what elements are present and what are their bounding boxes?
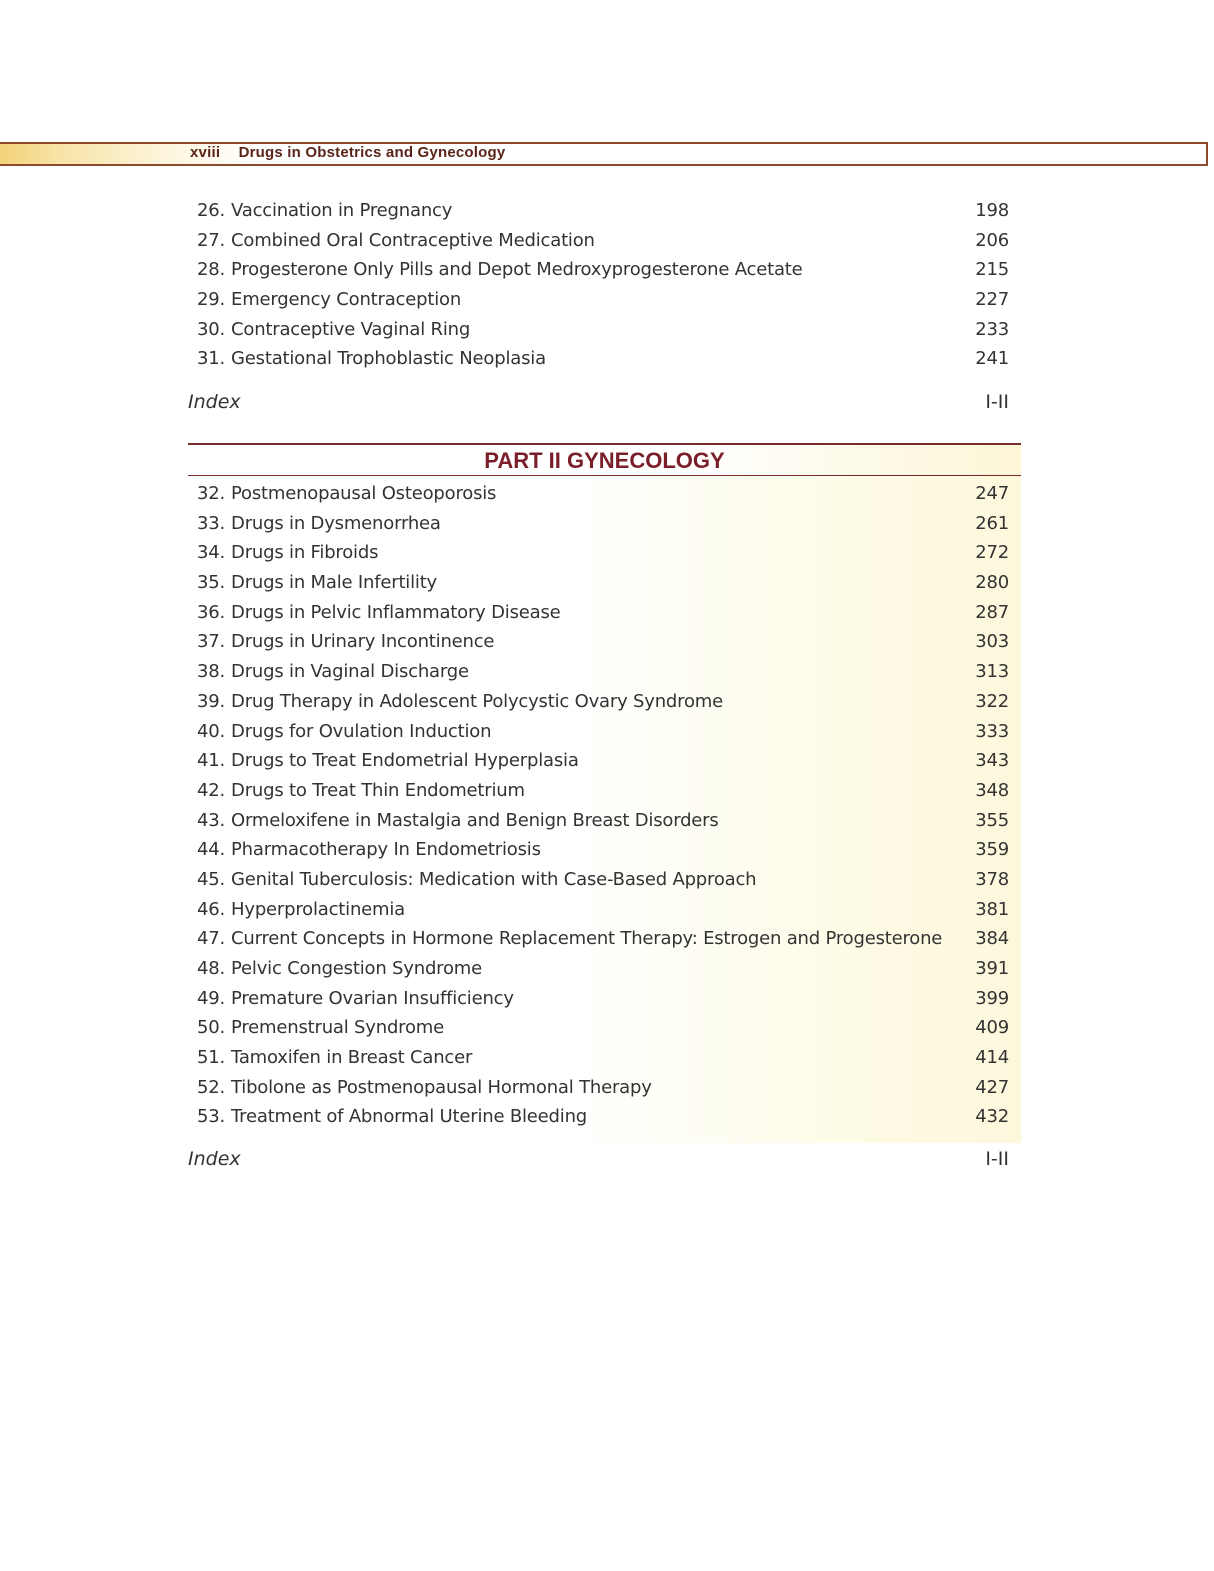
toc-entry-text	[197, 988, 514, 1009]
chapter-number: 26.	[197, 200, 226, 221]
toc-entry	[188, 285, 1021, 315]
chapter-number: 28.	[197, 259, 226, 281]
toc-entry-text	[197, 572, 437, 593]
index-entry-part1	[188, 391, 1021, 419]
chapter-number: 40.	[197, 720, 226, 742]
chapter-number: 42.	[197, 779, 226, 801]
chapter-page-number: 333	[975, 720, 1009, 742]
toc-entry	[188, 226, 1021, 256]
toc-entry-text	[197, 1077, 652, 1098]
chapter-title: Drugs in Fibroids	[231, 542, 379, 564]
part2-section	[188, 443, 1021, 1143]
chapter-title: Gestational Trophoblastic Neoplasia	[231, 348, 546, 370]
toc-entry	[188, 1013, 1021, 1043]
chapter-title: Current Concepts in Hormone Replacement Therapy: Estrogen and Progesterone	[231, 928, 943, 950]
chapter-page-number: 261	[975, 512, 1009, 534]
index-label: Index	[188, 1148, 241, 1170]
toc-entry-text	[197, 810, 719, 831]
toc-entry	[188, 776, 1021, 806]
toc-entry	[188, 954, 1021, 984]
index-label: Index	[188, 391, 241, 413]
toc-entry-text	[197, 631, 494, 652]
toc-entry	[188, 627, 1021, 657]
chapter-page-number: 280	[975, 572, 1009, 594]
chapter-page-number: 359	[975, 839, 1009, 861]
toc-entry	[188, 835, 1021, 865]
toc-entry	[188, 255, 1021, 285]
toc-entry-text	[197, 319, 470, 340]
chapter-page-number: 343	[975, 750, 1009, 772]
chapter-number: 35.	[197, 572, 226, 594]
chapter-number: 50.	[197, 1017, 226, 1039]
chapter-page-number: 303	[975, 631, 1009, 653]
toc-part2-list	[188, 479, 1021, 1132]
toc-entry-text	[197, 1017, 444, 1038]
part2-heading: PART II GYNECOLOGY	[484, 448, 725, 473]
chapter-title: Vaccination in Pregnancy	[231, 200, 453, 221]
running-head	[190, 143, 505, 163]
toc-entry	[188, 538, 1021, 568]
toc-entry	[188, 924, 1021, 954]
toc-entry-text	[197, 780, 525, 801]
toc-entry	[188, 1073, 1021, 1103]
chapter-number: 36.	[197, 601, 226, 623]
toc-entry	[188, 1102, 1021, 1132]
toc-entry	[188, 984, 1021, 1014]
chapter-title: Pharmacotherapy In Endometriosis	[231, 839, 541, 861]
chapter-title: Drugs in Vaginal Discharge	[231, 661, 469, 683]
chapter-number: 45.	[197, 868, 226, 890]
toc-entry-text	[197, 1047, 472, 1068]
chapter-title: Drugs to Treat Thin Endometrium	[231, 779, 525, 801]
chapter-title: Hyperprolactinemia	[231, 898, 405, 920]
chapter-page-number: 198	[975, 200, 1009, 221]
chapter-page-number: 272	[975, 542, 1009, 564]
chapter-title: Drugs to Treat Endometrial Hyperplasia	[231, 750, 579, 772]
chapter-number: 51.	[197, 1047, 226, 1069]
chapter-title: Premature Ovarian Insufficiency	[231, 987, 514, 1009]
chapter-title: Premenstrual Syndrome	[231, 1017, 445, 1039]
toc-entry-text	[197, 602, 561, 623]
chapter-page-number: 355	[975, 809, 1009, 831]
chapter-title: Genital Tuberculosis: Medication with Case-Based Approach	[231, 868, 757, 890]
toc-entry-text	[197, 839, 541, 860]
running-head-page-number: xviii	[190, 144, 221, 161]
part2-heading-band	[188, 445, 1021, 476]
toc-entry	[188, 1043, 1021, 1073]
chapter-page-number: 384	[975, 928, 1009, 950]
chapter-page-number: 206	[975, 229, 1009, 251]
chapter-title: Drugs in Pelvic Inflammatory Disease	[231, 601, 561, 623]
toc-entry-text	[197, 200, 452, 221]
index-entry-part2	[188, 1148, 1021, 1176]
chapter-page-number: 322	[975, 690, 1009, 712]
toc-entry-text	[197, 542, 378, 563]
toc-entry-text	[197, 928, 942, 949]
chapter-title: Emergency Contraception	[231, 289, 462, 311]
chapter-number: 37.	[197, 631, 226, 653]
toc-entry-text	[197, 691, 723, 712]
chapter-page-number: 247	[975, 483, 1009, 504]
chapter-number: 27.	[197, 229, 226, 251]
toc-entry	[188, 568, 1021, 598]
chapter-title: Contraceptive Vaginal Ring	[231, 318, 471, 340]
index-page: I-II	[985, 1148, 1009, 1170]
chapter-title: Drug Therapy in Adolescent Polycystic Ovary Syndrome	[231, 690, 723, 712]
chapter-title: Tamoxifen in Breast Cancer	[231, 1047, 473, 1069]
chapter-title: Combined Oral Contraceptive Medication	[231, 229, 595, 251]
chapter-title: Drugs for Ovulation Induction	[231, 720, 492, 742]
toc-entry	[188, 746, 1021, 776]
chapter-number: 31.	[197, 348, 226, 370]
chapter-title: Treatment of Abnormal Uterine Bleeding	[231, 1106, 588, 1128]
chapter-number: 46.	[197, 898, 226, 920]
chapter-page-number: 432	[975, 1106, 1009, 1128]
chapter-number: 43.	[197, 809, 226, 831]
chapter-title: Ormeloxifene in Mastalgia and Benign Breast Disorders	[231, 809, 719, 831]
running-head-book-title: Drugs in Obstetrics and Gynecology	[238, 144, 506, 161]
toc-entry-text	[197, 1106, 587, 1127]
toc-entry	[188, 479, 1021, 509]
chapter-number: 33.	[197, 512, 226, 534]
chapter-page-number: 313	[975, 661, 1009, 683]
chapter-page-number: 233	[975, 318, 1009, 340]
toc-entry-text	[197, 661, 469, 682]
chapter-number: 30.	[197, 318, 226, 340]
toc-entry	[188, 344, 1021, 374]
toc-entry	[188, 717, 1021, 747]
toc-entry	[188, 865, 1021, 895]
chapter-number: 29.	[197, 289, 226, 311]
chapter-number: 47.	[197, 928, 226, 950]
toc-entry	[188, 598, 1021, 628]
toc-entry	[188, 196, 1021, 226]
toc-entry-text	[197, 750, 579, 771]
chapter-page-number: 414	[975, 1047, 1009, 1069]
chapter-page-number: 215	[975, 259, 1009, 281]
chapter-number: 48.	[197, 958, 226, 979]
toc-entry	[188, 806, 1021, 836]
chapter-page-number: 241	[975, 348, 1009, 370]
toc-entry-text	[197, 899, 405, 920]
chapter-title: Drugs in Dysmenorrhea	[231, 512, 441, 534]
toc-entry-text	[197, 513, 441, 534]
chapter-page-number: 378	[975, 868, 1009, 890]
chapter-page-number: 427	[975, 1076, 1009, 1098]
chapter-title: Progesterone Only Pills and Depot Medroxyprogesterone Acetate	[231, 259, 803, 281]
toc-entry	[188, 315, 1021, 345]
toc-entry-text	[197, 259, 803, 280]
chapter-title: Drugs in Urinary Incontinence	[231, 631, 495, 653]
chapter-number: 32.	[197, 483, 226, 504]
toc-entry	[188, 895, 1021, 925]
running-head-bar	[0, 142, 1208, 166]
toc-entry-text	[197, 289, 461, 310]
index-page: I-II	[985, 391, 1009, 413]
chapter-number: 34.	[197, 542, 226, 564]
chapter-number: 38.	[197, 661, 226, 683]
chapter-title: Pelvic Congestion Syndrome	[231, 958, 482, 979]
chapter-number: 52.	[197, 1076, 226, 1098]
chapter-page-number: 381	[975, 898, 1009, 920]
toc-entry-text	[197, 721, 491, 742]
chapter-page-number: 287	[975, 601, 1009, 623]
toc-entry-text	[197, 483, 496, 504]
chapter-page-number: 227	[975, 289, 1009, 311]
chapter-page-number: 409	[975, 1017, 1009, 1039]
chapter-number: 53.	[197, 1106, 226, 1128]
chapter-title: Tibolone as Postmenopausal Hormonal Therapy	[231, 1076, 652, 1098]
toc-entry	[188, 657, 1021, 687]
chapter-title: Postmenopausal Osteoporosis	[231, 483, 497, 504]
toc-entry	[188, 509, 1021, 539]
toc-entry-text	[197, 958, 482, 979]
toc-entry-text	[197, 348, 546, 369]
toc-entry-text	[197, 230, 595, 251]
chapter-number: 39.	[197, 690, 226, 712]
chapter-title: Drugs in Male Infertility	[231, 572, 438, 594]
chapter-page-number: 399	[975, 987, 1009, 1009]
toc-part1-list	[188, 196, 1021, 374]
toc-entry-text	[197, 869, 756, 890]
chapter-number: 41.	[197, 750, 226, 772]
toc-entry	[188, 687, 1021, 717]
chapter-number: 49.	[197, 987, 226, 1009]
chapter-page-number: 391	[975, 958, 1009, 979]
chapter-page-number: 348	[975, 779, 1009, 801]
chapter-number: 44.	[197, 839, 226, 861]
